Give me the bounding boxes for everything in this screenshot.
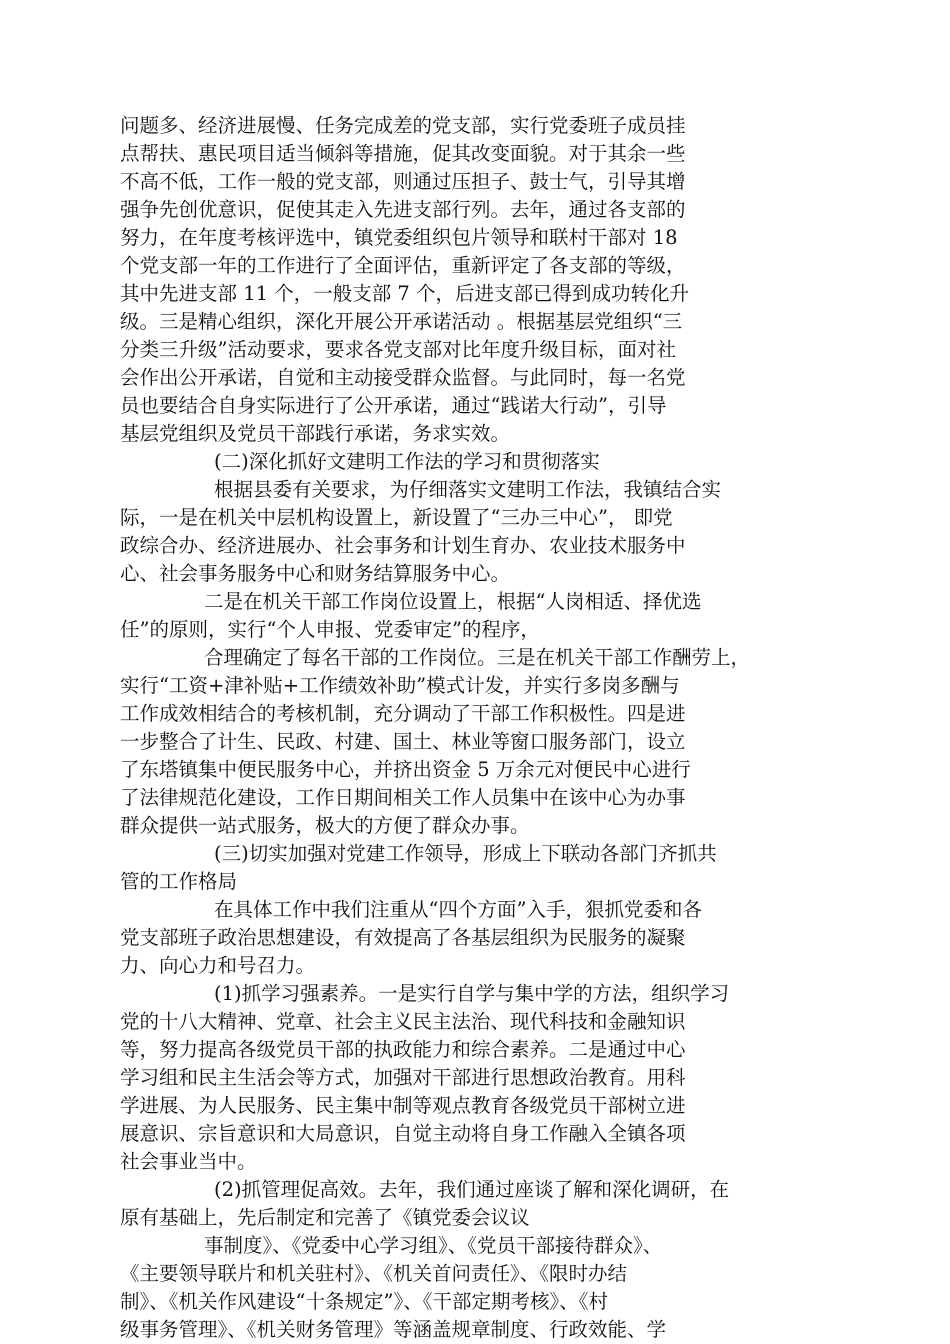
- body-line: 力、向心力和号召力。: [120, 954, 316, 977]
- body-line: 分类三升级”活动要求，要求各党支部对比年度升级目标，面对社: [120, 338, 676, 361]
- body-line: 根据县委有关要求，为仔细落实文建明工作法，我镇结合实: [214, 478, 722, 501]
- body-line: 努力，在年度考核评选中，镇党委组织包片领导和联村干部对 18: [120, 226, 678, 249]
- body-line: 其中先进支部 11 个，一般支部 7 个，后进支部已得到成功转化升: [120, 282, 690, 305]
- body-line: 点帮扶、惠民项目适当倾斜等措施，促其改变面貌。对于其余一些: [120, 142, 686, 165]
- body-line: 事制度》、《党委中心学习组》、《党员干部接待群众》、: [204, 1234, 663, 1257]
- body-line: 党支部班子政治思想建设，有效提高了各基层组织为民服务的凝聚: [120, 926, 686, 949]
- body-line: 工作成效相结合的考核机制，充分调动了干部工作积极性。四是进: [120, 702, 686, 725]
- body-line: 制》、《机关作风建设“十条规定”》、《干部定期考核》、《村: [120, 1290, 608, 1313]
- body-line: 原有基础上，先后制定和完善了《镇党委会议议: [120, 1206, 530, 1229]
- body-line: 展意识、宗旨意识和大局意识，自觉主动将自身工作融入全镇各项: [120, 1122, 686, 1145]
- body-line: 群众提供一站式服务，极大的方便了群众办事。: [120, 814, 530, 837]
- body-line: 学进展、为人民服务、民主集中制等观点教育各级党员干部树立进: [120, 1094, 686, 1117]
- body-line: 政综合办、经济进展办、社会事务和计划生育办、农业技术服务中: [120, 534, 686, 557]
- body-line: (2)抓管理促高效。去年，我们通过座谈了解和深化调研，在: [214, 1178, 730, 1201]
- body-line: 学习组和民主生活会等方式，加强对干部进行思想政治教育。用科: [120, 1066, 686, 1089]
- body-line: 不高不低，工作一般的党支部，则通过压担子、鼓士气，引导其增: [120, 170, 686, 193]
- body-line: 个党支部一年的工作进行了全面评估，重新评定了各支部的等级，: [120, 254, 686, 277]
- body-line: 员也要结合自身实际进行了公开承诺，通过“践诺大行动”，引导: [120, 394, 667, 417]
- body-line: 实行“工资+津补贴+工作绩效补助”模式计发，并实行多岗多酬与: [120, 674, 680, 697]
- body-line: 基层党组织及党员干部践行承诺，务求实效。: [120, 422, 511, 445]
- body-line: 二是在机关干部工作岗位设置上，根据“人岗相适、择优选: [204, 590, 702, 613]
- body-line: (1)抓学习强素养。一是实行自学与集中学的方法，组织学习: [214, 982, 730, 1005]
- body-line: 会作出公开承诺，自觉和主动接受群众监督。与此同时，每一名党: [120, 366, 686, 389]
- body-line: 际，一是在机关中层机构设置上，新设置了“三办三中心”， 即党: [120, 506, 673, 529]
- section-heading: (二)深化抓好文建明工作法的学习和贯彻落实: [214, 450, 600, 473]
- body-line: 级事务管理》、《机关财务管理》等涵盖规章制度、行政效能、学: [120, 1318, 667, 1341]
- body-line: 合理确定了每名干部的工作岗位。三是在机关干部工作酬劳上，: [204, 646, 751, 669]
- body-line: 一步整合了计生、民政、村建、国土、林业等窗口服务部门，设立: [120, 730, 686, 753]
- body-line: 在具体工作中我们注重从“四个方面”入手，狠抓党委和各: [214, 898, 702, 921]
- body-line: 等，努力提高各级党员干部的执政能力和综合素养。二是通过中心: [120, 1038, 686, 1061]
- body-line: 了法律规范化建设，工作日期间相关工作人员集中在该中心为办事: [120, 786, 686, 809]
- body-line: 党的十八大精神、党章、社会主义民主法治、现代科技和金融知识: [120, 1010, 686, 1033]
- body-line: 心、社会事务服务中心和财务结算服务中心。: [120, 562, 511, 585]
- body-line: 《主要领导联片和机关驻村》、《机关首问责任》、《限时办结: [120, 1262, 628, 1285]
- body-line: 强争先创优意识，促使其走入先进支部行列。去年，通过各支部的: [120, 198, 686, 221]
- body-line: 社会事业当中。: [120, 1150, 257, 1173]
- body-line: 级。三是精心组织，深化开展公开承诺活动 。根据基层党组织“三: [120, 310, 683, 333]
- body-line: 问题多、经济进展慢、任务完成差的党支部，实行党委班子成员挂: [120, 114, 686, 137]
- body-line: 了东塔镇集中便民服务中心，并挤出资金 5 万余元对便民中心进行: [120, 758, 691, 781]
- section-heading: (三)切实加强对党建工作领导，形成上下联动各部门齐抓共: [214, 842, 717, 865]
- body-line: 任”的原则，实行“个人申报、党委审定”的程序，: [120, 618, 540, 641]
- section-heading: 管的工作格局: [120, 870, 238, 893]
